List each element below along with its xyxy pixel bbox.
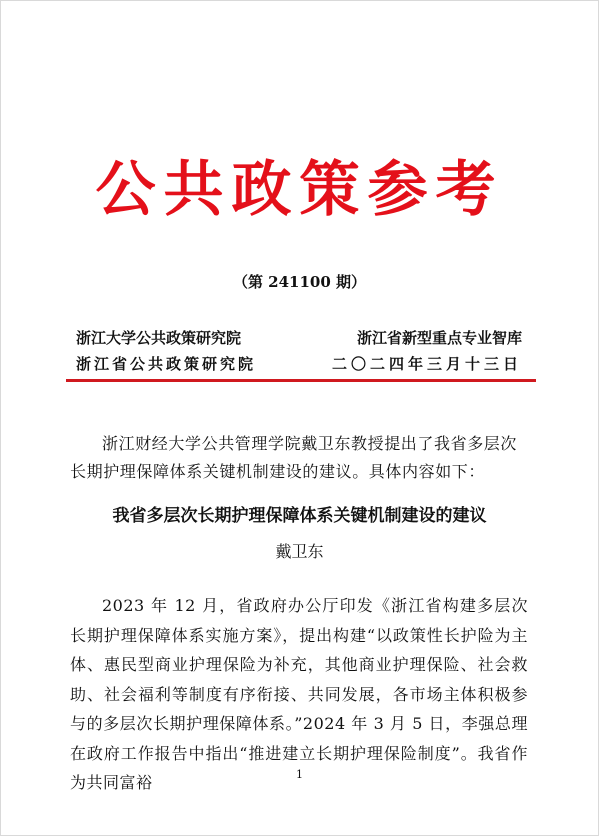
issue-date: 二〇二四年三月十三日 — [331, 355, 522, 373]
issue-number: （第 241100 期） — [232, 273, 367, 291]
intro-text: 浙江财经大学公共管理学院戴卫东教授提出了我省多层次长期护理保障体系关键机制建设的建议。具体内容如下： — [70, 434, 518, 481]
institute-name: 浙江大学公共政策研究院 — [76, 329, 242, 347]
provincial-institute-name: 浙江省公共政策研究院 — [76, 355, 257, 373]
article-author: 戴卫东 — [275, 542, 324, 561]
think-tank-name: 浙江省新型重点专业智库 — [356, 329, 522, 347]
body-paragraph: 2023 年 12 月，省政府办公厅印发《浙江省构建多层次长期护理保障体系实施方案》，提出构建“以政策性长护险为主体、惠民型商业护理保险为补充，其他商业护理保险、社会救助、社会福利等制度有序衔接、共同发展，各市场主体积极参与的多层次长期护理保障体系。”2024 年 3 月 5 日，李强总理在政府工作报告中指出“推进建立长期护理保险制度”。我省作为共同富裕 — [70, 596, 528, 792]
organization-row-2 — [76, 352, 522, 376]
header-divider — [66, 379, 536, 382]
intro-paragraph — [70, 430, 528, 486]
article-body — [70, 591, 528, 798]
article-title: 我省多层次长期护理保障体系关键机制建设的建议 — [112, 506, 487, 526]
page-number: 1 — [296, 768, 303, 781]
organization-row-1 — [76, 326, 522, 350]
masthead-title: 公共政策参考 — [95, 155, 504, 225]
